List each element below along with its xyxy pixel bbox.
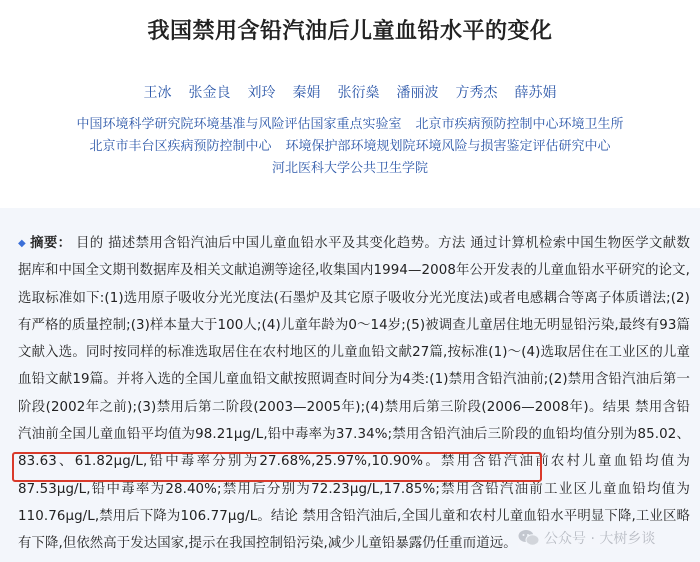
author-link[interactable]: 张衍燊	[337, 85, 380, 101]
author-link[interactable]: 潘丽波	[396, 85, 439, 101]
author-link[interactable]: 张金良	[188, 85, 231, 101]
affiliation-list	[0, 114, 700, 180]
affiliation-link[interactable]: 河北医科大学公共卫生学院	[271, 161, 428, 176]
author-link[interactable]: 薛苏娟	[514, 85, 557, 101]
author-link[interactable]: 秦娟	[292, 85, 321, 101]
author-link[interactable]: 刘玲	[247, 85, 276, 101]
diamond-bullet-icon: ◆	[18, 238, 27, 249]
author-list	[0, 82, 700, 102]
abstract-label-text: 摘要：	[30, 236, 72, 251]
affiliation-link[interactable]: 北京市疾病预防控制中心环境卫生所	[415, 117, 624, 132]
watermark-text: 公众号 · 大树乡谈	[544, 531, 656, 547]
affiliation-link[interactable]: 北京市丰台区疾病预防控制中心	[89, 139, 272, 154]
affiliation-link[interactable]: 环境保护部环境规划院环境风险与损害鉴定评估研究中心	[285, 139, 611, 154]
abstract-body: 目的 描述禁用含铅汽油后中国儿童血铅水平及其变化趋势。方法 通过计算机检索中国生物医学文献数据库和中国全文期刊数据库及相关文献追溯等途径,收集国内1994—2008年公开发表的儿童血铅水平研究的论文,选取标准如下:(1)选用原子吸收分光光度法(石墨炉及其它原子吸收分光光度法)或者电感耦合等离子体质谱法;(2)有严格的质量控制;(3)样本量大于100人;(4)儿童年龄为0～14岁;(5)被调查儿童居住地无明显铅污染,最终有93篇文献入选。同时按同样的标准选取居住在农村地区的儿童血铅文献27篇,按标准(1)～(4)选取居住在工业区的儿童血铅文献19篇。并将入选的全国儿童血铅文献按照调查时间分为4类:(1)禁用含铅汽油前;(2)禁用含铅汽油后第一阶段(2002年之前);(3)禁用后第二阶段(2003—2005年);(4)禁用后第三阶段(2006—2008年)。结果 禁用含铅汽油前全国儿童血铅平均值为98.21μg/L,铅中毒率为37.34%;禁用含铅汽油后三阶段的血铅均值分别为85.02、83.63、61.82μg/L,铅中毒率分别为27.68%,25.97%,10.90%。禁用含铅汽油前农村儿童血铅均值为87.53μg/L,铅中毒率为28.40%;禁用后分别为72.23μg/L,17.85%;禁用含铅汽油前工业区儿童血铅均值为110.76μg/L,禁用后下降为106.77μg/L。结论 禁用含铅汽油后,全国儿童和农村儿童血铅水平明显下降,工业区略有下降,但依然高于发达国家,提示在我国控制铅污染,减少儿童铅暴露仍任重而道远。	[18, 236, 691, 552]
wechat-icon	[518, 529, 540, 547]
abstract-panel	[0, 208, 700, 562]
affiliation-link[interactable]: 中国环境科学研究院环境基准与风险评估国家重点实验室	[76, 117, 402, 132]
abstract-text	[18, 230, 690, 558]
affiliation-row	[0, 158, 700, 180]
article-title: 我国禁用含铅汽油后儿童血铅水平的变化	[147, 19, 553, 44]
abstract-label	[18, 236, 71, 251]
affiliation-row	[0, 136, 700, 158]
author-link[interactable]: 王冰	[143, 85, 172, 101]
affiliation-row	[0, 114, 700, 136]
watermark	[518, 528, 655, 548]
author-link[interactable]: 方秀杰	[455, 85, 498, 101]
